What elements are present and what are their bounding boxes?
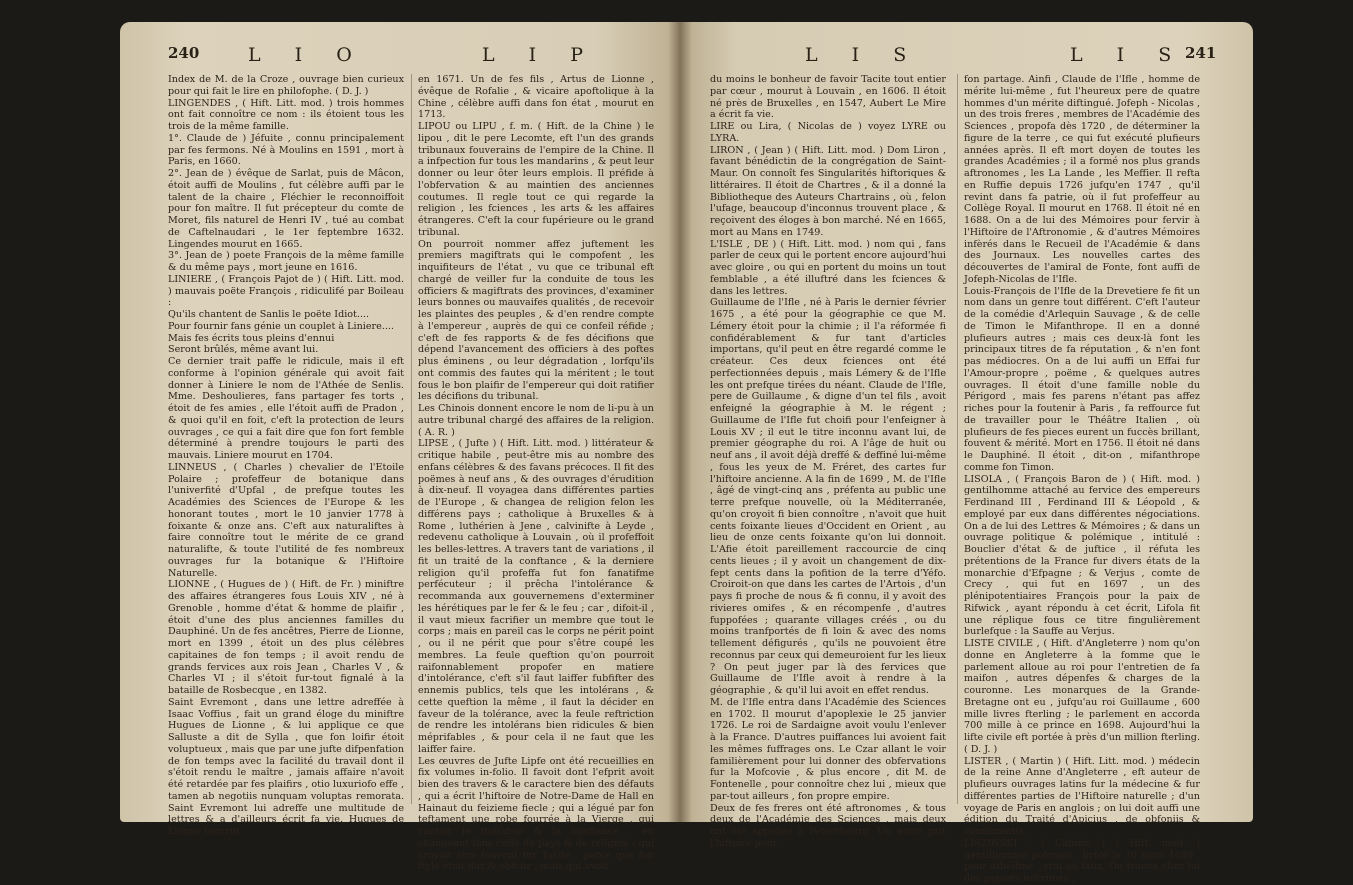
column-rule-right (957, 74, 958, 804)
left-column-2: en 1671. Un de fes fils , Artus de Lionne , évêque de Rofalie , & vicaire apoftolique à la Chine , célèbre auffi dans fon état , mourut en 1713. LIPOU ou LIPU , f. m. ( Hift. de la Chine ) le lipou , dit le pere Lecomte, eft l'un des grands tribunaux fouverains de l'empire de la Chine. Il a infpection fur tous les mandarins , & peut leur donner ou leur ôter leurs emplois. Il préfide à l'obfervation & au maintien des anciennes coutumes. Il regle tout ce qui regarde la religion , les fciences , les arts & les affaires étrangeres. C'eft la cour fupérieure ou le grand tribunal. On pourroit nommer affez juftement les premiers magiftrats qui le compofent , les inquifiteurs de l'état , vu que ce tribunal eft chargé de veiller fur la conduite de tous les officiers & magiftrats des provinces, d'examiner leurs bonnes ou mauvaifes qualités , de recevoir les plaintes des peuples , & d'en rendre compte à l'empereur , auprès de qui ce confeil réfide ; c'eft de fes rapports & de fes décifions que dépend l'avancement des officiers à des poftes plus éminens , ou leur dégradation , lorfqu'ils ont commis des fautes qui la méritent ; le tout fous le bon plaifir de l'empereur qui doit ratifier les décifions du tribunal. Les Chinois donnent encore le nom de li-pu à un autre tribunal chargé des affaires de la religion. ( A. R. ) LIPSE , ( Jufte ) ( Hift. Litt. mod. ) littérateur & critique habile , peut-être mis au nombre des enfans célèbres & des favans précoces. Il fit des poëmes à neuf ans , & des ouvrages d'érudition à dix-neuf. Il voyagea dans différentes parties de l'Europe , & changea de religion felon les différens pays ; catholique à Bruxelles & à Rome , luthérien à Jene , calvinifte à Leyde , redevenu catholique à Louvain , où il profeffoit les belles-lettres. A travers tant de variations , il fit un traité de la conftance , & la derniere religion qu'il profeffa fut fon fanatifme perfécuteur ; il prêcha l'intolérance & recommanda aux gouvernemens d'exterminer les hérétiques par le fer & le feu ; car , difoit-il , il vaut mieux facrifier un membre que tout le corps ; mais en pareil cas le corps ne périt point , ou il ne périt que pour s'être coupé les membres. La feule queftion qu'on pourroit raifonnablement propofer en matiere d'intolérance, c'eft s'il faut laiffer fubfifter des ennemis publics, tels que les intolérans , & cette queftion la même , il faut la décider en faveur de la tolérance, avec la feule reftriction de rendre les intolérans bien ridicules & bien méprifables , & pour cela il ne faut que les laiffer faire. Les œuvres de Jufte Lipfe ont été recueillies en fix volumes in-folio. Il favoit dont l'efprit avoit bien des travers & le caractere bien des défauts , qui a écrit l'hiftoire de Notre-Dame de Hall en Hainaut du feizieme fiecle ; qui a légué par fon teftament une robe fourrée à la Vierge , qui vantoit le ftoïcifme & la conftance , en changeant fans ceffe de pays & de religion ; qui croyoit être fouvent fur Tacite , parce que fon ftyle étoit dur & obfcur , mais qui avoit (418, 74, 654, 873)
column-rule-left (411, 74, 412, 804)
right-page (680, 22, 1253, 884)
right-page-number: 241 (1185, 44, 1217, 62)
right-column-1: du moins le bonheur de favoir Tacite tout entier par cœur , mourut à Louvain , en 1606. Il étoit né près de Bruxelles , en 1547, Aubert Le Mire a écrit fa vie. LIRE ou Lira, ( Nicolas de ) voyez LYRE ou LYRA. LIRON , ( Jean ) ( Hift. Litt. mod. ) Dom Liron , favant bénédictin de la congrégation de Saint-Maur. On connoît fes Singularités hiftoriques & littéraires. Il étoit de Chartres , & il a donné la Bibliotheque des Auteurs Chartrains , où , felon l'ufage, beaucoup d'inconnus trouvent place , & reçoivent des éloges à bon marché. Né en 1665, mort au Mans en 1749. L'ISLE , DE ) ( Hift. Litt. mod. ) nom qui , fans parler de ceux qui le portent encore aujourd'hui avec gloire , ou qui en portent du moins un tout femblable , a été illuftré dans les fciences & dans les lettres. Guillaume de l'Ifle , né à Paris le dernier février 1675 , a été pour la géographie ce que M. Lémery étoit pour la chimie ; il l'a réformée fi confidérablement & fur tant d'articles importans, qu'il peut en être regardé comme le créateur. Ces deux fciences ont été perfectionnées depuis , mais Lémery & de l'Ifle les ont prefque tirées du néant. Claude de l'Ifle, pere de Guillaume , & digne d'un tel fils , avoit enfeigné la géographie à M. le régent ; Guillaume de l'Ifle fut choifi pour l'enfeigner à Louis XV ; il eut le titre inconnu avant lui, de premier géographe du roi. A l'âge de huit ou neuf ans , il avoit déjà dreffé & deffiné lui-même , fous les yeux de M. Fréret, des cartes fur l'hiftoire ancienne. A la fin de 1699 , M. de l'Ifle , âgé de vingt-cinq ans , préfenta au public une terre prefque nouvelle, où la Méditerranée, qu'on croyoit fi bien connoître , n'avoit que huit cents foixante lieues d'Occident en Orient , au lieu de onze cents foixante qu'on lui donnoit. L'Afie étoit pareillement raccourcie de cinq cents lieues ; il y avoit un changement de dix-fept cents dans la pofition de la terre d'Yéfo. Croiroit-on que dans les cartes de l'Artois , d'un pays fi proche de nous & fi connu, il y avoit des rivieres omifes , & en récompenfe , d'autres fuppofées ; quarante villages créés , ou du moins tranfportés de fi loin & avec des noms tellement défigurés , qu'ils ne pouvoient être reconnus par ceux qui demeuroient fur les lieux ? On peut juger par là des fervices que Guillaume de l'Ifle avoit à rendre à la géographie , & qu'il lui avoit en effet rendus. M. de l'Ifle entra dans l'Académie des Sciences en 1702. Il mourut d'apoplexie le 25 janvier 1726. Le roi de Sardaigne avoit voulu l'enlever à la France. D'autres puiffances lui avoient fait les mêmes fuffrages ons. Le Czar allant le voir familièrement pour lui donner des obfervations fur la Mofcovie , & plus encore , dit M. de Fontenelle , pour connoître chez lui , mieux que par-tout ailleurs , fon propre empire. Deux de fes freres ont été aftronomes , & tous deux de l'Académie des Sciences , mais deux ont été appellés à Pétersbourg. Un autre prit l'hiftoire pour (710, 74, 946, 849)
right-running-header (680, 44, 1253, 70)
open-book (120, 22, 1253, 884)
left-running-header (120, 44, 680, 70)
left-column-1: Index de M. de la Croze , ouvrage bien curieux pour qui fait le lire en philofophe. ( D. J. ) LINGENDES , ( Hift. Litt. mod. ) trois hommes ont fait connoître ce nom : ils étoient tous les trois de la même famille. 1°. Claude de ) Jéfuite , connu principalement par fes fermons. Né à Moulins en 1591 , mort à Paris, en 1660. 2°. Jean de ) évêque de Sarlat, puis de Mâcon, étoit auffi de Moulins , fut célèbre auffi par le talent de la chaire , Fléchier le reconnoiffoit pour fon maître. Il fut précepteur du comte de Moret, fils naturel de Henri IV , tué au combat de Caftelnaudari , le 1er feptembre 1632. Lingendes mourut en 1665. 3°. Jean de ) poete François de la même famille & du même pays , mort jeune en 1616. LINIERE , ( François Pajot de ) ( Hift. Litt. mod. ) mauvais poëte François , ridiculifé par Boileau : Qu'ils chantent de Sanlis le poëte Idiot.... Pour fournir fans génie un couplet à Liniere.... Mais fes écrits tous pleins d'ennui Seront brûlés, même avant lui. Ce dernier trait paffe le ridicule, mais il eft conforme à l'opinion générale qui avoit fait donner à Liniere le nom de l'Athée de Senlis. Mme. Deshoulieres, fans partager fes torts , étoit de fes amies , elle l'étoit auffi de Pradon , & quoi qu'il en foit, c'eft la protection de leurs ouvrages , ce qui a fait dire que fon fort femble déterminé à prendre toujours le parti des mauvais. Liniere mourut en 1704. LINNEUS , ( Charles ) chevalier de l'Etoile Polaire ; profeffeur de botanique dans l'univerfité d'Upfal , de prefque toutes les Académies des Sciences de l'Europe & les honorant toutes , mort le 10 janvier 1778 à foixante & onze ans. C'eft aux naturaliftes à faire connoître tout le mérite de ce grand naturalifte, & toute l'utilité de fes nombreux ouvrages fur la botanique & l'Hiftoire Naturelle. LIONNE , ( Hugues de ) ( Hift. de Fr. ) miniftre des affaires étrangeres fous Louis XIV , né à Grenoble , homme d'état & homme de plaifir , étoit d'une des plus anciennes familles du Dauphiné. Un de fes ancêtres, Pierre de Lionne, mort en 1399 , étoit un des plus célèbres capitaines de fon temps ; il avoit rendu de grands fervices aux rois Jean , Charles V , & Charles VI ; il s'étoit fur-tout fignalé à la bataille de Rosbecque , en 1382. Saint Evremont , dans une lettre adreffée à Isaac Voffius , fait un grand éloge du miniftre Hugues de Lionne , & lui applique ce que Salluste a dit de Sylla , que fon loifir étoit voluptueux , mais que par une jufte difpenfation de fon temps avec la facilité du travail dont il s'étoit rendu le maître , jamais affaire n'avoit été retardée par fes plaifirs , otio luxuriofo effe , tamen ab negotiis nunquam voluptas remorata. Saint Evremont lui adreffe une multitude de lettres & a d'ailleurs écrit fa vie. Hugues de Lionne mourut (168, 74, 404, 837)
left-page-number: 240 (168, 44, 200, 62)
right-running-head-second: L I S (1070, 44, 1186, 66)
right-column-2: fon partage. Ainfi , Claude de l'Ifle , homme de mérite lui-même , fut l'heureux pere de quatre hommes d'un mérite diftingué. Jofeph - Nicolas , un des trois freres , membres de l'Académie des Sciences , propofa dès 1720 , de déterminer la figure de la terre , ce qui fut exécuté plufieurs années après. Il eft mort doyen de toutes les grandes Académies ; il a formé nos plus grands aftronomes , les La Lande , les Meffier. Il refta en Ruffie depuis 1726 jufqu'en 1747 , qu'il revint dans fa patrie, où il fut profeffeur au Collège Royal. Il mourut en 1768. Il étoit né en 1688. On a de lui des Mémoires pour fervir à l'Hiftoire de l'Aftronomie , & d'autres Mémoires infèrés dans le Recueil de l'Académie & dans des Journaux. Les nouvelles cartes des découvertes de l'amiral de Fonte, font auffi de Jofeph-Nicolas de l'Ifle. Louis-François de l'Ifle de la Drevetiere fe fit un nom dans un genre tout différent. C'eft l'auteur de la comédie d'Arlequin Sauvage , & de celle de Timon le Mifanthrope. Il en a donné plufieurs autres ; mais ces deux-là font les principaux titres de fa réputation , & n'en font pas médiocres. On a de lui auffi un Effai fur l'Amour-propre , poëme , & quelques autres ouvrages. Il étoit d'une famille noble du Périgord , mais fes parens n'étant pas affez riches pour la foutenir à Paris , fa reffource fut de travailler pour le Théâtre Italien , où plufieurs de fes pieces eurent un fuccès brillant, fouvent & mérité. Mort en 1756. Il étoit né dans le Dauphiné. Il étoit , dit-on , mifanthrope comme fon Timon. LISOLA , ( François Baron de ) ( Hift. mod. ) gentilhomme attaché au fervice des empereurs Ferdinand III , Ferdinand III & Léopold , & employé par eux dans différentes négociations. On a de lui des Lettres & Mémoires ; & dans un ouvrage politique & polémique , intitulé : Bouclier d'état & de juftice , il réfuta les prétentions de la France fur divers états de la monarchie d'Efpagne ; & Verjus , comte de Crecy , qui fut en 1697 , un des plénipotentiaires François pour la paix de Rifwick , ayant répondu à cet écrit, Lifola fit une réplique fous ce titre fingulièrement burlefque : la Sauffe au Verjus. LISTE CIVILE , ( Hift. d'Angleterre ) nom qu'on donne en Angleterre à la fomme que le parlement alloue au roi pour l'entretien de fa maifon , autres dépenfes & charges de la couronne. Les monarques de la Grande-Bretagne ont eu , jufqu'au roi Guillaume , 600 mille livres fterling ; le parlement en accorda 700 mille à ce prince en 1698. Aujourd'hui la lifte civile eft portée à près d'un million fterling. ( D. J. ) LISTER , ( Martin ) ( Hift. Litt. mod. ) médecin de la reine Anne d'Angleterre , eft auteur de plufieurs ouvrages latins fur la médecine & fur différentes parties de l'Hiftoire naturelle ; d'un voyage de Paris en anglois ; on lui doit auffi une édition du Traité d'Apicius , de obfoniis & condimentis. LISZINSKI , ( Cafimir ) ( Hift. mod. ) gentilhomme polonois , brûlé le 30 mars 1689 , pour athéifme , vrai ou faux. On trouva chez lui des papiers infcrimés , (964, 74, 1200, 884)
right-running-head: L I S (805, 44, 921, 66)
left-running-head: L I O (248, 44, 366, 66)
left-running-head-second: L I P (482, 44, 597, 66)
book-gutter (668, 22, 692, 822)
left-page (120, 22, 680, 873)
